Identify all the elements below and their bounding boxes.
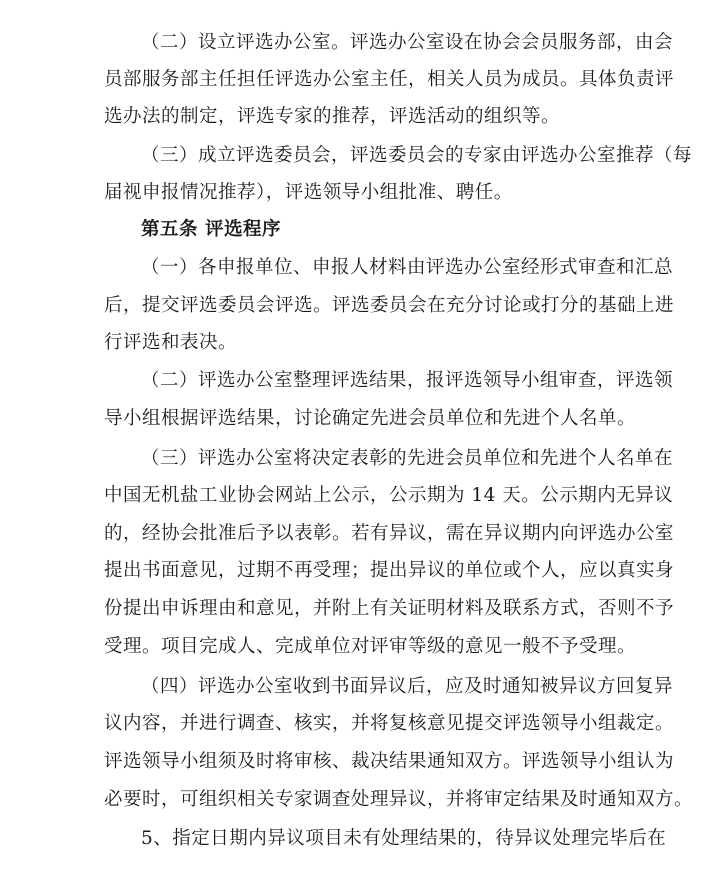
text-line: 的，经协会批准后予以表彰。若有异议，需在异议期内向评选办公室 xyxy=(104,523,675,544)
text-line: 行评选和表决。 xyxy=(104,332,238,353)
article-heading: 第五条 评选程序 xyxy=(141,219,281,240)
text-line: 提出书面意见，过期不再受理；提出异议的单位或个人，应以真实身 xyxy=(104,560,675,581)
text-line: （二）设立评选办公室。评选办公室设在协会会员服务部，由会 xyxy=(141,32,674,53)
text-line: 受理。项目完成人、完成单位对评审等级的意见一般不予受理。 xyxy=(104,636,637,657)
text-line: 5、指定日期内异议项目未有处理结果的，待异议处理完毕后在 xyxy=(141,828,667,849)
text-line: （三）成立评选委员会，评选委员会的专家由评选办公室推荐（每 xyxy=(141,145,693,166)
text-line: 选办法的制定，评选专家的推荐，评选活动的组织等。 xyxy=(104,106,561,127)
text-line: 份提出申诉理由和意见，并附上有关证明材料及联系方式，否则不予 xyxy=(104,598,675,619)
text-line: （四）评选办公室收到书面异议后，应及时通知被异议方回复异 xyxy=(141,676,674,697)
text-line: 必要时，可组织相关专家调查处理异议，并将审定结果及时通知双方。 xyxy=(104,789,694,810)
text-line: 议内容，并进行调查、核实，并将复核意见提交评选领导小组裁定。 xyxy=(104,713,675,734)
text-line: 届视申报情况推荐），评选领导小组批准、聘任。 xyxy=(104,182,513,203)
text-line: （一）各申报单位、申报人材料由评选办公室经形式审查和汇总 xyxy=(141,257,674,278)
text-line: 导小组根据评选结果，讨论确定先进会员单位和先进个人名单。 xyxy=(104,408,637,429)
text-line: （三）评选办公室将决定表彰的先进会员单位和先进个人名单在 xyxy=(141,448,674,469)
text-line: 中国无机盐工业协会网站上公示，公示期为 14 天。公示期内无异议 xyxy=(104,485,674,506)
text-line: 后，提交评选委员会评选。评选委员会在充分讨论或打分的基础上进 xyxy=(104,295,675,316)
text-line: 员部服务部主任担任评选办公室主任，相关人员为成员。具体负责评 xyxy=(104,69,675,90)
text-line: 评选领导小组须及时将审核、裁决结果通知双方。评选领导小组认为 xyxy=(104,751,675,772)
text-line: （二）评选办公室整理评选结果，报评选领导小组审查，评选领 xyxy=(141,370,674,391)
